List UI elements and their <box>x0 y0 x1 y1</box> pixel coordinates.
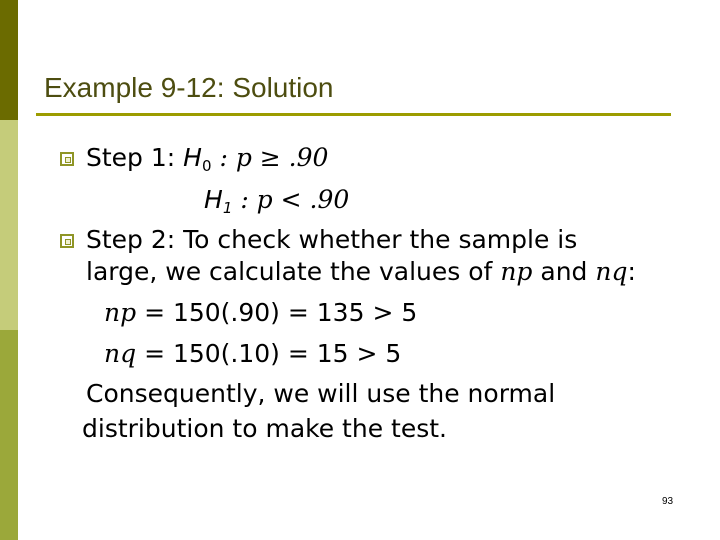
step1-label: Step 1: <box>86 143 176 172</box>
h1-symbol: H <box>204 185 223 214</box>
bullet-step2-icon <box>60 234 74 248</box>
h1-relation: : p < .90 <box>240 185 350 214</box>
bullet-step1-icon <box>60 152 74 166</box>
nq-equation <box>104 339 401 369</box>
nq-term: nq <box>595 257 628 286</box>
nq-variable: nq <box>104 339 137 368</box>
step1-h0-line <box>86 143 328 181</box>
np-variable: np <box>104 298 137 327</box>
conclusion-line2: distribution to make the test. <box>82 414 447 443</box>
np-equation <box>104 298 417 328</box>
nq-calculation: = 150(.10) = 15 > 5 <box>144 339 402 368</box>
np-calculation: = 150(.90) = 135 > 5 <box>144 298 418 327</box>
decor-stripe-top <box>0 0 18 120</box>
step1-h1-line <box>204 185 349 223</box>
step2-line2 <box>86 257 636 287</box>
np-term: np <box>500 257 533 286</box>
and-word: and <box>540 257 588 286</box>
h0-subscript: 0 <box>201 157 212 175</box>
h0-symbol: H <box>183 143 202 172</box>
decor-stripe-bottom <box>0 330 18 540</box>
h0-relation: : p ≥ .90 <box>219 143 329 172</box>
slide-title: Example 9-12: Solution <box>44 72 334 103</box>
conclusion-line1: Consequently, we will use the normal <box>86 379 556 408</box>
page-number: 93 <box>662 496 674 507</box>
h1-subscript: 1 <box>222 199 233 217</box>
title-underline <box>36 113 671 116</box>
step2-line2-text: large, we calculate the values of <box>86 257 493 286</box>
colon: : <box>627 257 636 286</box>
step2-line1: Step 2: To check whether the sample is <box>86 225 578 254</box>
decor-stripe-middle <box>0 120 18 330</box>
